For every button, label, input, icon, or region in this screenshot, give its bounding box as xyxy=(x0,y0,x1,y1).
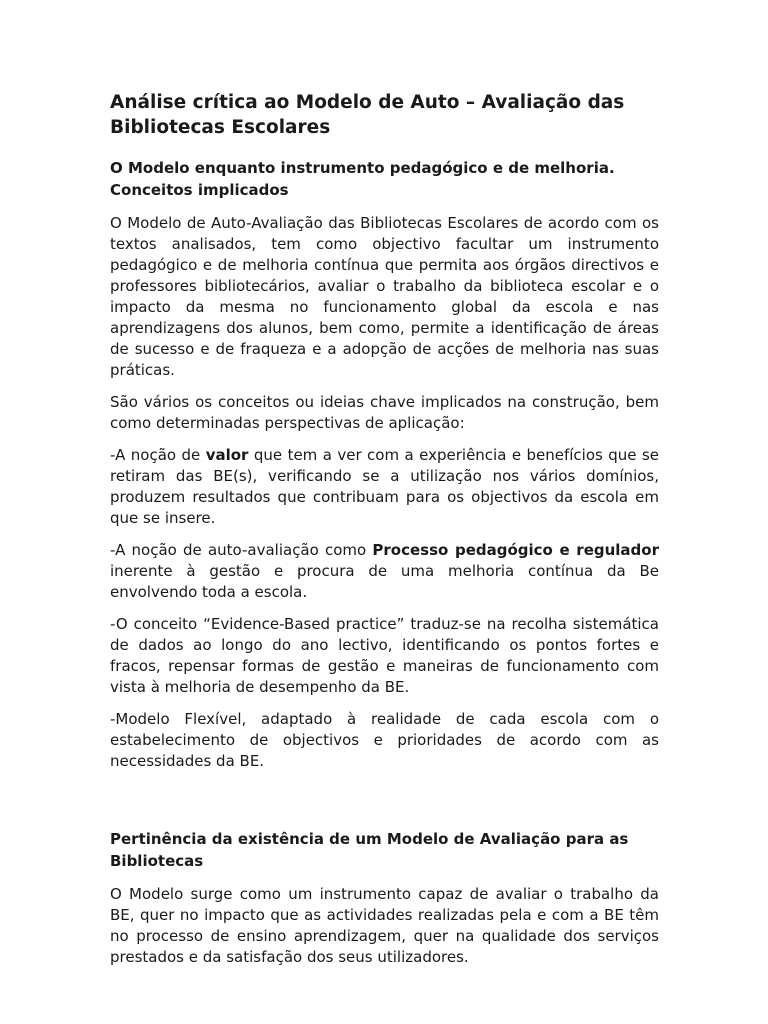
paragraph-flexible-model: -Modelo Flexível, adaptado à realidade de cada escola com o estabelecimento de objectivos e prioridades de acordo com as necessidades da BE. xyxy=(110,710,659,770)
paragraph-model-purpose: O Modelo surge como um instrumento capaz de avaliar o trabalho da BE, quer no impacto que as actividades realizadas pela e com a BE têm no processo de ensino aprendizagem, quer na qualidade dos serviços prestados e da satisfação dos seus utilizadores. xyxy=(110,885,659,966)
value-concept-term: valor xyxy=(205,446,249,464)
value-concept-prefix: -A noção de xyxy=(110,446,206,464)
self-evaluation-term: Processo pedagógico e regulador xyxy=(372,541,659,559)
document-page xyxy=(110,90,659,979)
paragraph-evidence-based: -O conceito “Evidence-Based practice” traduz-se na recolha sistemática de dados ao longo do ano lectivo, identificando os pontos fortes e fracos, repensar formas de gestão e maneiras de funcionamento com vista à melhoria de desempenho da BE. xyxy=(110,615,659,696)
self-evaluation-text: inerente à gestão e procura de uma melhoria contínua da Be envolvendo toda a escola. xyxy=(110,562,659,601)
paragraph-key-concepts: São vários os conceitos ou ideias chave implicados na construção, bem como determinadas perspectivas de aplicação: xyxy=(110,393,659,432)
value-concept-text: que tem a ver com a experiência e benefícios que se retiram das BE(s), verificando se a utilização nos vários domínios, produzem resultados que contribuam para os objectivos da escola em que se insere. xyxy=(110,446,660,527)
paragraph-self-evaluation xyxy=(110,540,659,603)
section-heading-pertinence: Pertinência da existência de um Modelo de Avaliação para as Bibliotecas xyxy=(110,830,629,870)
section-heading-model: O Modelo enquanto instrumento pedagógico e de melhoria. Conceitos implicados xyxy=(110,159,615,199)
document-title: Análise crítica ao Modelo de Auto – Avaliação das Bibliotecas Escolares xyxy=(110,92,625,138)
paragraph-model-objective: O Modelo de Auto-Avaliação das Bibliotecas Escolares de acordo com os textos analisados, tem como objectivo facultar um instrumento pedagógico e de melhoria contínua que permita aos órgãos directivos e professores bibliotecários, avaliar o trabalho da biblioteca escolar e o impacto da mesma no funcionamento global da escola e nas aprendizagens dos alunos, bem como, permite a identificação de áreas de sucesso e de fraqueza e a adopção de acções de melhoria nas suas práticas. xyxy=(110,214,659,379)
paragraph-value-concept xyxy=(110,445,659,529)
self-evaluation-prefix: -A noção de auto-avaliação como xyxy=(110,541,373,559)
